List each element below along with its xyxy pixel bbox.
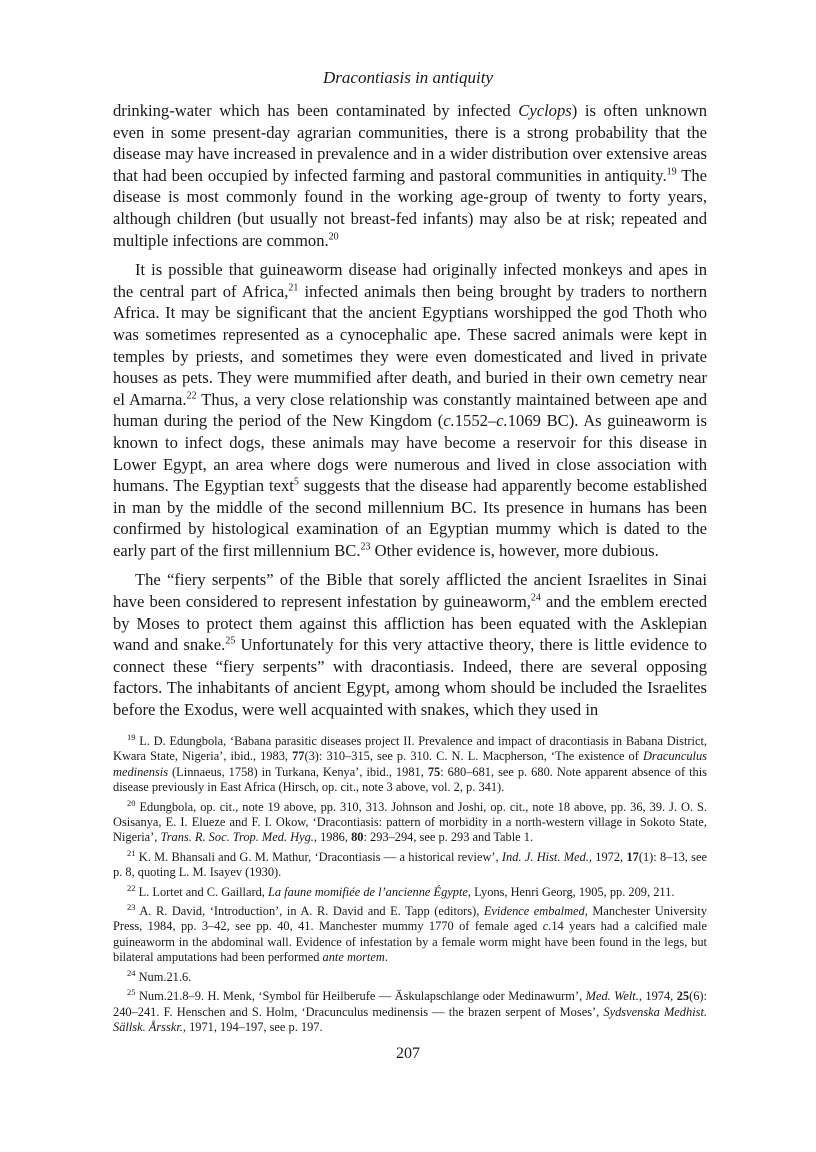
text-run: Dracunculus medinensis <box>113 749 707 779</box>
body-paragraph <box>113 100 707 251</box>
text-run: (6): 240–241. F. Henschen and S. Holm, ‘Dracunculus medinensis — the brazen serpent of Moses’, <box>113 989 707 1019</box>
footnote-number: 19 <box>127 731 136 742</box>
footnote-ref: 21 <box>288 282 299 294</box>
text-run: , 1974, <box>638 989 677 1004</box>
text-run: : 293–294, see p. 293 and Table 1. <box>363 830 534 845</box>
text-run: Other evidence is, however, more dubious. <box>370 540 659 560</box>
text-run: La faune momifiée de l’ancienne Égypte <box>268 884 468 899</box>
text-run: and the emblem erected by Moses to protect them against this affliction has been equated with the Asklepian wand and snake. <box>113 592 708 655</box>
footnote <box>113 847 707 881</box>
text-run: . <box>384 950 388 965</box>
footnote-number: 21 <box>127 847 136 858</box>
text-run: Thus, a very close relationship was constantly maintained between ape and human during the period of the New Kingdom ( <box>113 389 707 431</box>
text-run: Trans. R. Soc. Trop. Med. Hyg. <box>160 830 314 845</box>
running-head: Dracontiasis in antiquity <box>323 68 493 87</box>
text-run: K. M. Bhansali and G. M. Mathur, ‘Dracontiasis — a historical review’, <box>138 849 502 864</box>
footnote-number: 22 <box>127 882 136 893</box>
text-run: Edungbola, op. cit., note 19 above, pp. 310, 313. Johnson and Joshi, op. cit., note 18 above, pp. 36, 39. J. O. S. Osisanya, E. I. Elueze and F. I. Okow, ‘Dracontiasis: pattern of morbidity in a north-western village in Sokoto State, Nigeria’, <box>113 799 707 845</box>
footnote-ref: 23 <box>360 541 371 553</box>
footnote <box>113 967 707 985</box>
footnote <box>113 882 707 900</box>
footnote <box>113 731 707 796</box>
footnote-number: 25 <box>127 986 136 997</box>
footnote-ref: 24 <box>530 592 541 604</box>
body-paragraph <box>113 569 707 720</box>
text-run: 25 <box>676 989 690 1004</box>
text-run: ante mortem <box>322 950 385 965</box>
page-number: 207 <box>396 1045 420 1062</box>
text-run: Unfortunately for this very attactive theory, there is little evidence to connect these “fiery serpents” with dracontiasis. Indeed, there are several opposing factors. The inhabitants of ancient Egypt, among whom should be included the Israelites before the Exodus, were well acquainted with snakes, which they used in <box>113 635 707 720</box>
footnote <box>113 986 707 1035</box>
text-run: A. R. David, ‘Introduction’, in A. R. David and E. Tapp (editors), <box>139 904 484 919</box>
text-run: (Linnaeus, 1758) in Turkana, Kenya’, ibid., 1981, <box>168 764 428 779</box>
footnote-ref: 25 <box>225 635 236 647</box>
text-run: 14 years had a calcified male guineaworm in the abdominal wall. Evidence of infestation by a female worm might have been found in the legs, but bilateral amputations had been performed <box>113 919 707 965</box>
footnote <box>113 901 708 966</box>
text-run: It is possible that guineaworm disease had originally infected monkeys and apes in the central part of Africa, <box>113 260 707 301</box>
text-run: suggests that the disease had apparently become established in man by the middle of the second millennium BC. Its presence in humans has been confirmed by histological examination of an Egyptian mummy which is dated to the early part of the first millennium BC. <box>113 476 707 560</box>
text-run: 77 <box>292 749 305 764</box>
body-text <box>113 100 707 729</box>
text-run: Evidence embalmed <box>483 904 585 919</box>
footnote-ref: 5 <box>293 476 299 488</box>
text-run: c. <box>443 411 455 431</box>
text-run: Ind. J. Hist. Med. <box>501 849 589 864</box>
text-run: drinking-water which has been contaminated by infected <box>113 101 519 120</box>
text-run: , 1972, <box>588 849 627 864</box>
text-run: Num.21.6. <box>138 969 192 984</box>
text-run: 80 <box>351 830 364 845</box>
text-run: 1552– <box>454 411 497 431</box>
text-run: 1069 BC). As guineaworm is known to infect dogs, these animals may have become a reservoir for this disease in Lower Egypt, an area where dogs were numerous and lived in close association with humans. The Egyptian text <box>113 411 707 496</box>
footnote-ref: 22 <box>186 390 197 402</box>
footnote-number: 20 <box>127 797 136 808</box>
footnote-ref: 19 <box>666 166 677 178</box>
footnote-number: 24 <box>127 967 136 978</box>
text-run: 17 <box>626 849 639 864</box>
text-run: Num.21.8–9. H. Menk, ‘Symbol für Heilberufe — Äskulapschlange oder Medinawurm’, <box>138 989 586 1004</box>
text-run: (1): 8–13, see p. 8, quoting L. M. Isayev (1930). <box>113 849 707 880</box>
text-run: L. D. Edungbola, ‘Babana parasitic diseases project II. Prevalence and impact of dracontiasis in Babana District, Kwara State, Nigeria’, ibid., 1983, <box>113 734 707 764</box>
text-run: Cyclops <box>518 101 572 120</box>
text-run: The disease is most commonly found in the working age-group of twenty to forty years, although children (but usually not breast-fed infants) may also be at risk; repeated and multiple infections are common. <box>113 165 707 250</box>
footnotes <box>113 731 708 1039</box>
text-run: Sydsvenska Medhist. Sällsk. Årsskr. <box>113 1004 707 1034</box>
text-run: ) is often unknown even in some present-day agrarian communities, there is a strong probability that the disease may have increased in prevalence and in a wider distribution over extensive areas that had been occupied by infected farming and pastoral communities in antiquity. <box>113 101 708 185</box>
text-run: c. <box>496 411 508 431</box>
text-run: L. Lortet and C. Gaillard, <box>138 884 268 899</box>
text-run: Med. Welt. <box>585 989 639 1004</box>
text-run: 75 <box>427 764 441 779</box>
footnote <box>113 797 707 846</box>
text-run: (3): 310–315, see p. 310. C. N. L. Macpherson, ‘The existence of <box>304 749 643 764</box>
text-run: c. <box>542 919 552 934</box>
text-run: , Manchester University Press, 1984, pp. 3–42, see pp. 40, 41. Manchester mummy 1770 of female aged <box>113 904 708 934</box>
footnote-number: 23 <box>127 901 136 912</box>
footnote-ref: 20 <box>328 231 339 243</box>
text-run: , 1986, <box>313 830 352 845</box>
text-run: , Lyons, Henri Georg, 1905, pp. 209, 211. <box>467 884 675 899</box>
text-run: infected animals then being brought by traders to northern Africa. It may be significant that the ancient Egyptians worshipped the god Thoth who was sometimes represented as a cynocephalic ape. These sacred animals were kept in temples by priests, and sometimes they were even domesticated and lived in private houses as pets. They were mummified after death, and buried in their own cemetry near el Amarna. <box>113 281 707 409</box>
text-run: : 680–681, see p. 680. Note apparent absence of this disease previously in East Africa (Hirsch, op. cit., note 3 above, vol. 2, p. 341). <box>113 764 707 795</box>
text-run: The “fiery serpents” of the Bible that sorely afflicted the ancient Israelites in Sinai have been considered to represent infestation by guineaworm, <box>113 570 707 612</box>
text-run: , 1971, 194–197, see p. 197. <box>182 1019 323 1034</box>
body-paragraph <box>113 259 707 561</box>
